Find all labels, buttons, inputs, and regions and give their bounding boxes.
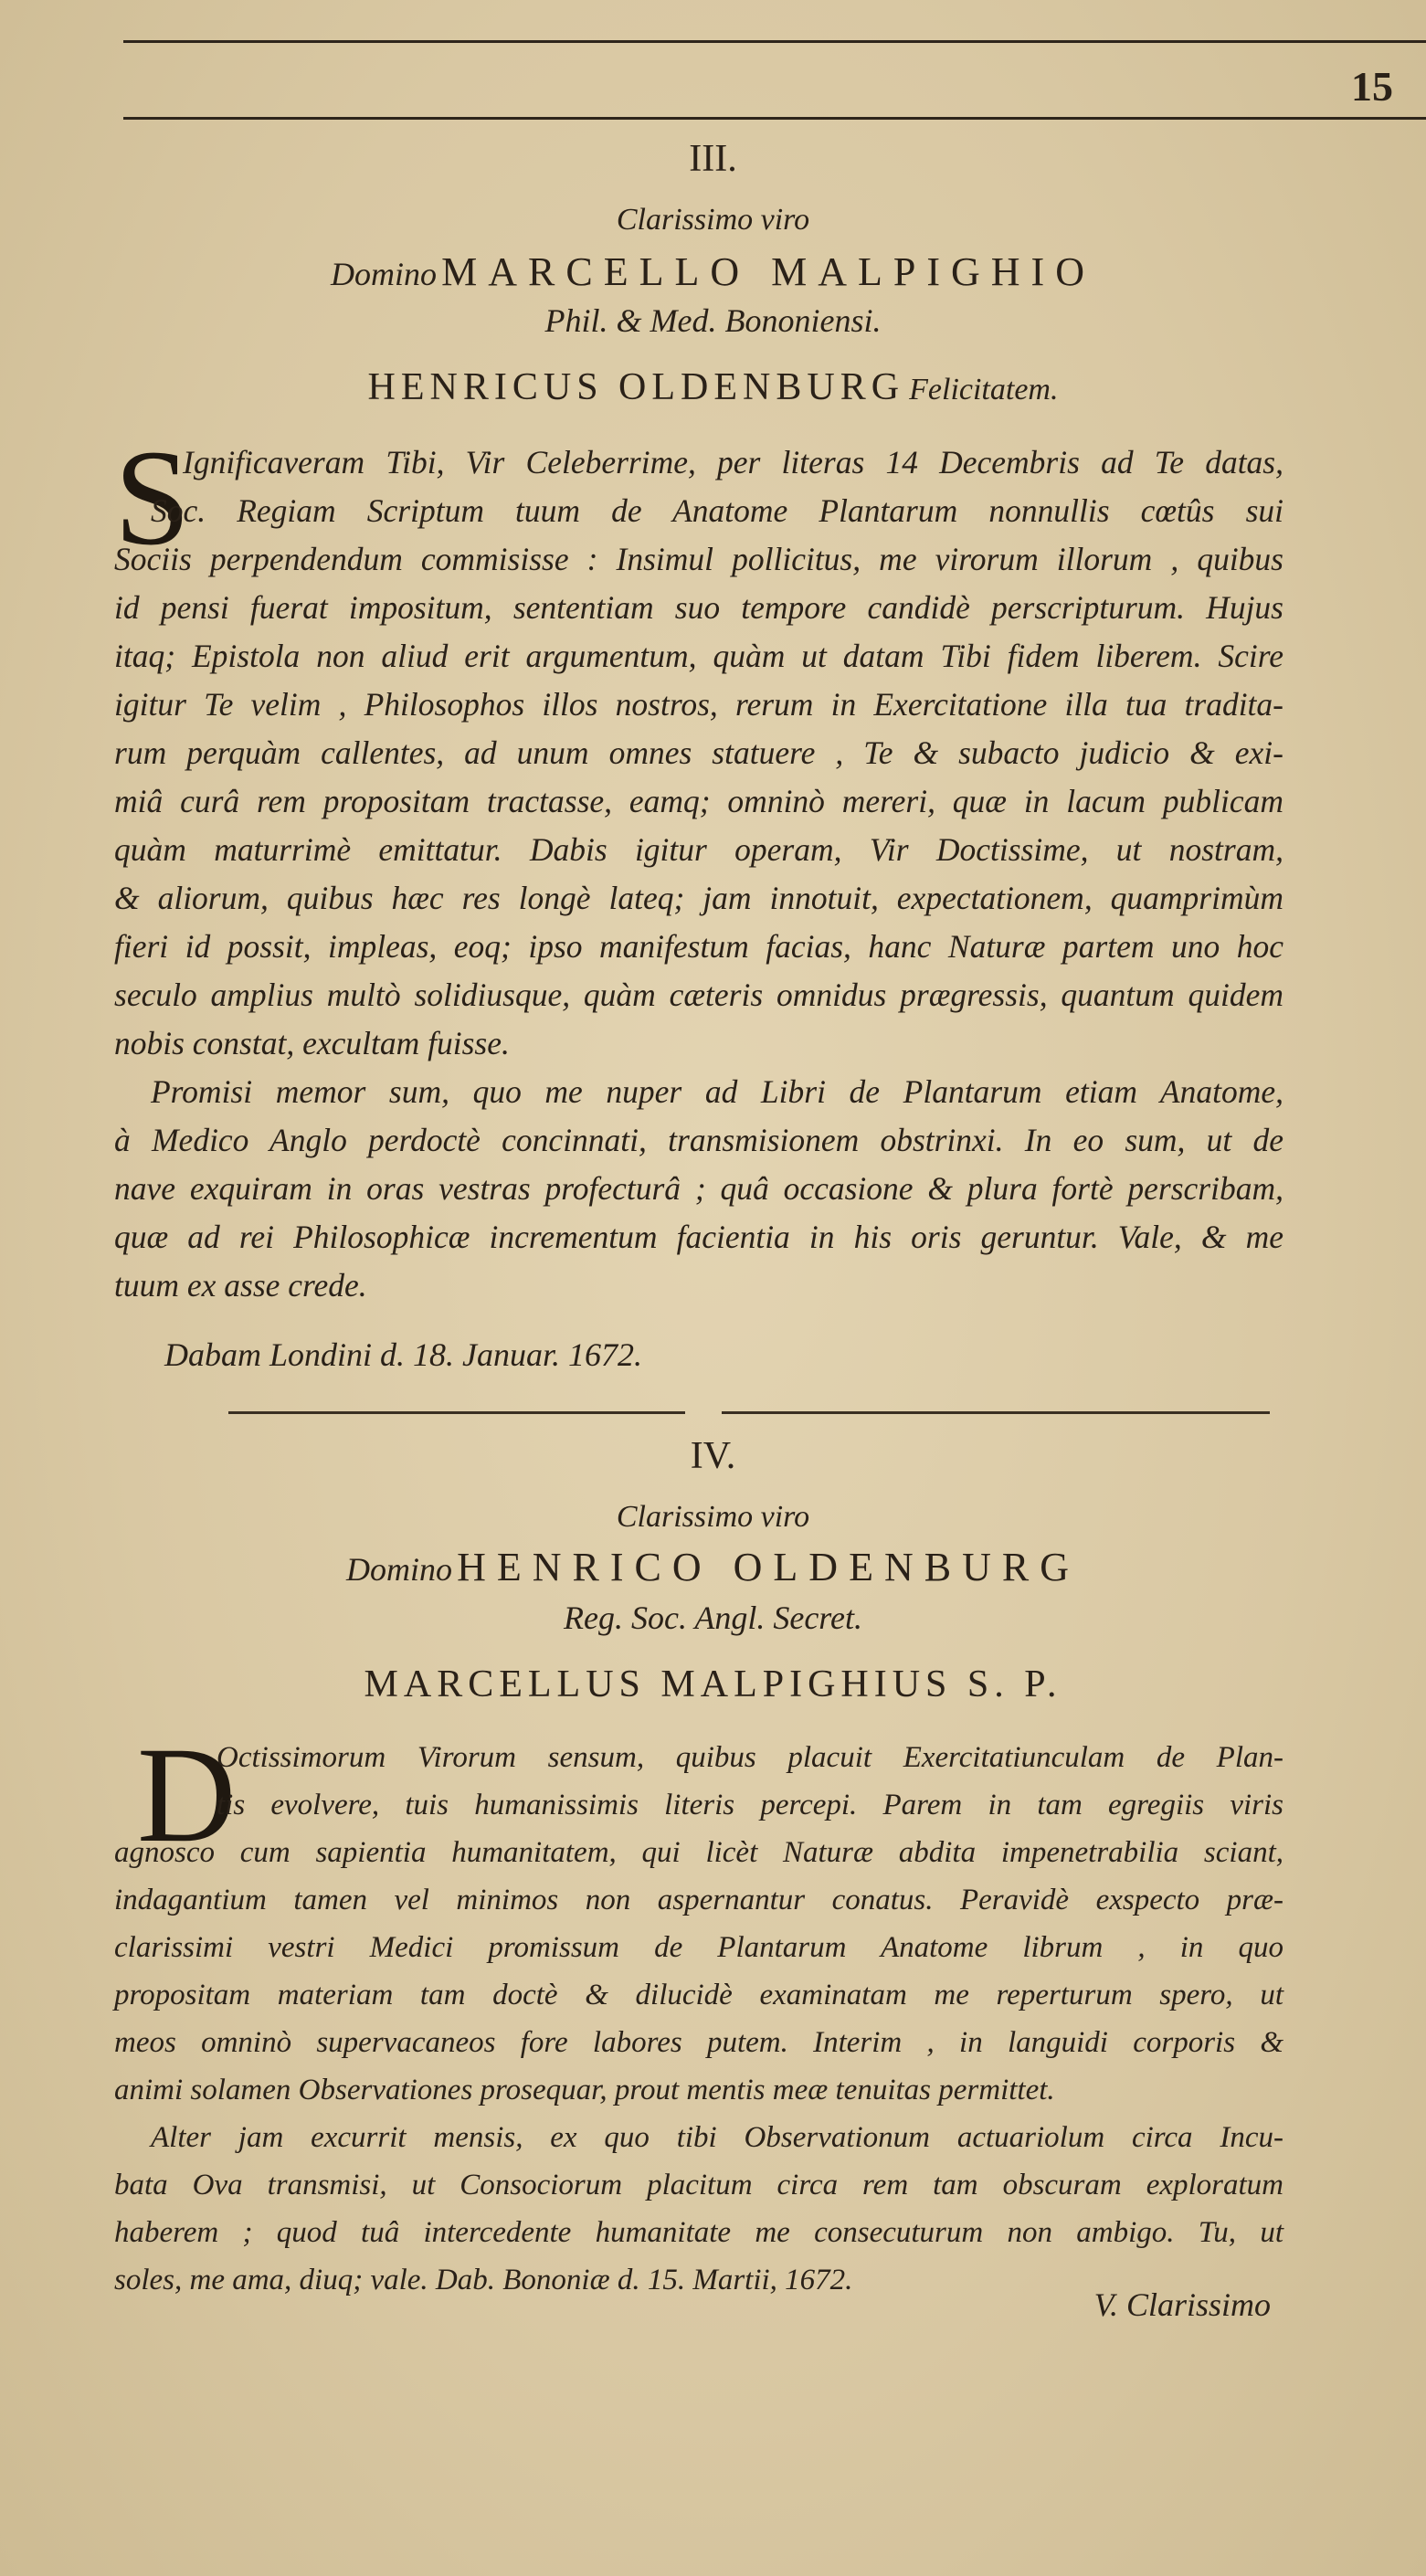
letter-4-salutation: Clarissimo viro bbox=[616, 1500, 810, 1534]
letter-3-sender-line bbox=[0, 365, 1426, 409]
letter-4-recipient: HENRICO OLDENBURG bbox=[457, 1545, 1080, 1589]
body-line: rum perquàm callentes, ad unum omnes statuere , Te & subacto judicio & exi- bbox=[114, 734, 1283, 771]
letter-4-recipient-title: Reg. Soc. Angl. Secret. bbox=[564, 1599, 862, 1636]
header-rule bbox=[123, 117, 1426, 120]
section-rule-left bbox=[228, 1411, 685, 1414]
letter-3-dropcap: S bbox=[114, 422, 191, 574]
letter-3-salutation: Clarissimo viro bbox=[616, 203, 810, 237]
body-line: Ignificaveram Tibi, Vir Celeberrime, per literas 14 Decembris ad Te datas, bbox=[183, 444, 1283, 480]
letter-3-recipient-line bbox=[0, 248, 1426, 295]
body-line: tis evolvere, tuis humanissimis literis percepi. Parem in tam egregiis viris bbox=[217, 1789, 1283, 1821]
letter-4-recipient-prefix: Domino bbox=[346, 1551, 452, 1588]
body-line: quàm maturrimè emittatur. Dabis igitur operam, Vir Doctissime, ut nostram, bbox=[114, 831, 1283, 868]
letter-4-dropcap: D bbox=[137, 1719, 237, 1871]
body-line: agnosco cum sapientia humanitatem, qui licèt Naturæ abdita impenetrabilia sciant, bbox=[114, 1836, 1283, 1869]
letter-3-sender: HENRICUS OLDENBURG bbox=[367, 366, 905, 408]
letter-3-recipient: MARCELLO MALPIGHIO bbox=[441, 249, 1095, 294]
page-number: 15 bbox=[1351, 63, 1393, 110]
body-line: Alter jam excurrit mensis, ex quo tibi Observationum actuariolum circa Incu- bbox=[151, 2121, 1283, 2154]
body-line: & aliorum, quibus hæc res longè lateq; jam innotuit, expectationem, quamprimùm bbox=[114, 880, 1283, 916]
letter-4-recipient-line bbox=[0, 1544, 1426, 1590]
body-line: tuum ex asse crede. bbox=[114, 1267, 367, 1304]
section-rule-right bbox=[722, 1411, 1270, 1414]
body-line: nobis constat, excultam fuisse. bbox=[114, 1025, 510, 1061]
body-line: Sociis perpendendum commisisse : Insimul pollicitus, me virorum illorum , quibus bbox=[114, 541, 1283, 577]
body-line: seculo amplius multò solidiusque, quàm cæteris omnidus prægressis, quantum quidem bbox=[114, 977, 1283, 1013]
body-line: itaq; Epistola non aliud erit argumentum, quàm ut datam Tibi fidem liberem. Scire bbox=[114, 638, 1283, 674]
body-line: clarissimi vestri Medici promissum de Plantarum Anatome librum , in quo bbox=[114, 1931, 1283, 1964]
top-rule bbox=[123, 40, 1426, 43]
letter-3-numeral: III. bbox=[689, 138, 737, 180]
letter-3-sender-suffix: Felicitatem. bbox=[909, 373, 1059, 406]
letter-4-sender-line bbox=[0, 1663, 1426, 1706]
body-line: animi solamen Observationes prosequar, prout mentis meæ tenuitas permittet. bbox=[114, 2074, 1055, 2106]
body-line: igitur Te velim , Philosophos illos nostros, rerum in Exercitatione illa tua tradita- bbox=[114, 686, 1283, 723]
letter-4-sender: MARCELLUS MALPIGHIUS S. P. bbox=[364, 1663, 1062, 1705]
body-line: bata Ova transmisi, ut Consociorum placitum circa rem tam obscuram exploratum bbox=[114, 2169, 1283, 2201]
letter-3-recipient-title: Phil. & Med. Bononiensi. bbox=[544, 302, 882, 339]
catchword: V. Clarissimo bbox=[1093, 2286, 1271, 2323]
letter-4-body bbox=[114, 1734, 1283, 2304]
body-line: soles, me ama, diuq; vale. Dab. Bononiæ d. 15. Martii, 1672. bbox=[114, 2264, 853, 2296]
body-line: Octissimorum Virorum sensum, quibus placuit Exercitatiunculam de Plan- bbox=[217, 1741, 1283, 1774]
letter-3-recipient-prefix: Domino bbox=[331, 256, 437, 292]
body-line: Promisi memor sum, quo me nuper ad Libri de Plantarum etiam Anatome, bbox=[151, 1073, 1283, 1110]
letter-4-numeral: IV. bbox=[690, 1435, 736, 1477]
body-line: haberem ; quod tuâ intercedente humanitate me consecuturum non ambigo. Tu, ut bbox=[114, 2216, 1283, 2249]
body-line: id pensi fuerat impositum, sententiam suo tempore candidè perscripturum. Hujus bbox=[114, 589, 1283, 626]
body-line: miâ curâ rem propositam tractasse, eamq; omninò mereri, quæ in lacum publicam bbox=[114, 783, 1283, 819]
body-line: à Medico Anglo perdoctè concinnati, transmisionem obstrinxi. In eo sum, ut de bbox=[114, 1122, 1283, 1158]
letter-3-body bbox=[114, 438, 1283, 1310]
body-line: meos omninò supervacaneos fore labores putem. Interim , in languidi corporis & bbox=[114, 2026, 1283, 2059]
body-line: indagantium tamen vel minimos non aspernantur conatus. Peravidè exspecto præ- bbox=[114, 1884, 1283, 1916]
body-line: Soc. Regiam Scriptum tuum de Anatome Plantarum nonnullis cœtûs sui bbox=[151, 492, 1283, 529]
body-line: quæ ad rei Philosophicæ incrementum facientia in his oris geruntur. Vale, & me bbox=[114, 1219, 1283, 1255]
letter-3-dateline: Dabam Londini d. 18. Januar. 1672. bbox=[164, 1336, 643, 1373]
body-line: fieri id possit, impleas, eoq; ipso manifestum facias, hanc Naturæ partem uno hoc bbox=[114, 928, 1283, 965]
body-line: propositam materiam tam doctè & dilucidè examinatam me reperturum spero, ut bbox=[114, 1979, 1283, 2011]
body-line: nave exquiram in oras vestras profecturâ ; quâ occasione & plura fortè perscribam, bbox=[114, 1170, 1283, 1207]
